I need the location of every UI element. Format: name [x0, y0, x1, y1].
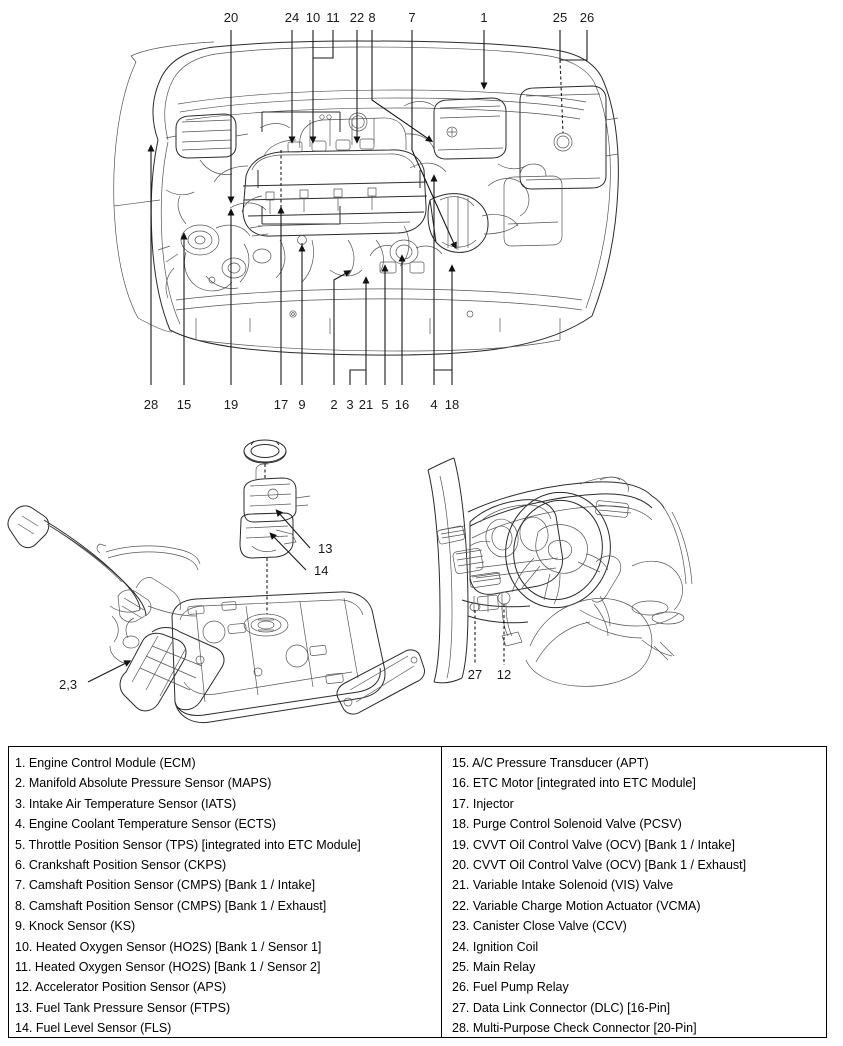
callout-14: 14: [314, 563, 329, 578]
legend-item: 23. Canister Close Valve (CCV): [452, 919, 627, 934]
callout-17: 17: [273, 397, 289, 412]
callout-19: 19: [223, 397, 239, 412]
legend-item: 21. Variable Intake Solenoid (VIS) Valve: [452, 878, 674, 893]
legend-item: 1. Engine Control Module (ECM): [15, 756, 196, 770]
legend-item: 17. Injector: [452, 796, 514, 811]
legend-item: 2. Manifold Absolute Pressure Sensor (MAPS): [15, 776, 272, 791]
callout-16: 16: [394, 397, 410, 412]
callout-8: 8: [368, 10, 376, 25]
legend-item: 27. Data Link Connector (DLC) [16-Pin]: [452, 1000, 671, 1015]
legend-item: 8. Camshaft Position Sensor (CMPS) [Bank 1 / Exhaust]: [15, 898, 327, 913]
callout-10: 10: [305, 10, 321, 25]
legend-item: 13. Fuel Tank Pressure Sensor (FTPS): [15, 1000, 231, 1015]
legend-item: 14. Fuel Level Sensor (FLS): [15, 1021, 172, 1036]
callout-12: 12: [496, 667, 512, 682]
legend-item: 12. Accelerator Position Sensor (APS): [15, 980, 227, 995]
legend-item: 18. Purge Control Solenoid Valve (PCSV): [452, 817, 682, 832]
callout-22: 22: [349, 10, 365, 25]
callout-2-3: 2,3: [59, 677, 78, 692]
callout-2: 2: [330, 397, 338, 412]
legend-item: 22. Variable Charge Motion Actuator (VCMA): [452, 898, 701, 913]
callout-5: 5: [381, 397, 389, 412]
callout-3: 3: [346, 397, 354, 412]
callout-28: 28: [143, 397, 159, 412]
legend-item: 11. Heated Oxygen Sensor (HO2S) [Bank 1 / Sensor 2]: [15, 960, 321, 975]
legend-item: 5. Throttle Position Sensor (TPS) [integrated into ETC Module]: [15, 837, 361, 852]
callout-11: 11: [326, 10, 340, 25]
legend-item: 6. Crankshaft Position Sensor (CKPS): [15, 858, 227, 873]
legend-item: 3. Intake Air Temperature Sensor (IATS): [15, 796, 237, 811]
legend-item: 9. Knock Sensor (KS): [15, 919, 136, 934]
callout-1: 1: [480, 10, 488, 25]
legend-item: 19. CVVT Oil Control Valve (OCV) [Bank 1 / Intake]: [452, 837, 735, 852]
callout-13: 13: [318, 541, 333, 556]
legend-item: 10. Heated Oxygen Sensor (HO2S) [Bank 1 / Sensor 1]: [15, 939, 322, 954]
callout-21: 21: [358, 397, 374, 412]
callout-25: 25: [552, 10, 568, 25]
legend-column-right: [442, 747, 826, 1037]
component-legend: [8, 746, 827, 1038]
callout-24: 24: [284, 10, 300, 25]
legend-item: 7. Camshaft Position Sensor (CMPS) [Bank 1 / Intake]: [15, 878, 316, 893]
callout-18: 18: [444, 397, 460, 412]
callout-15: 15: [176, 397, 192, 412]
callout-26: 26: [579, 10, 595, 25]
legend-item: 15. A/C Pressure Transducer (APT): [452, 756, 649, 770]
legend-item: 16. ETC Motor [integrated into ETC Module]: [452, 776, 696, 791]
callout-4: 4: [430, 397, 438, 412]
legend-item: 28. Multi-Purpose Check Connector [20-Pin]: [452, 1021, 697, 1036]
engine-bay-illustration: [0, 0, 843, 420]
callout-27: 27: [467, 667, 483, 682]
dashboard-illustration: [410, 450, 710, 700]
callout-7: 7: [408, 10, 416, 25]
legend-item: 4. Engine Coolant Temperature Sensor (ECTS): [15, 817, 277, 832]
legend-item: 24. Ignition Coil: [452, 939, 539, 954]
fuel-tank-illustration: [0, 420, 440, 740]
legend-item: 25. Main Relay: [452, 960, 536, 975]
callout-20: 20: [223, 10, 239, 25]
callout-9: 9: [298, 397, 306, 412]
legend-item: 26. Fuel Pump Relay: [452, 980, 569, 995]
legend-column-left: [9, 747, 442, 1037]
legend-item: 20. CVVT Oil Control Valve (OCV) [Bank 1 / Exhaust]: [452, 858, 747, 873]
